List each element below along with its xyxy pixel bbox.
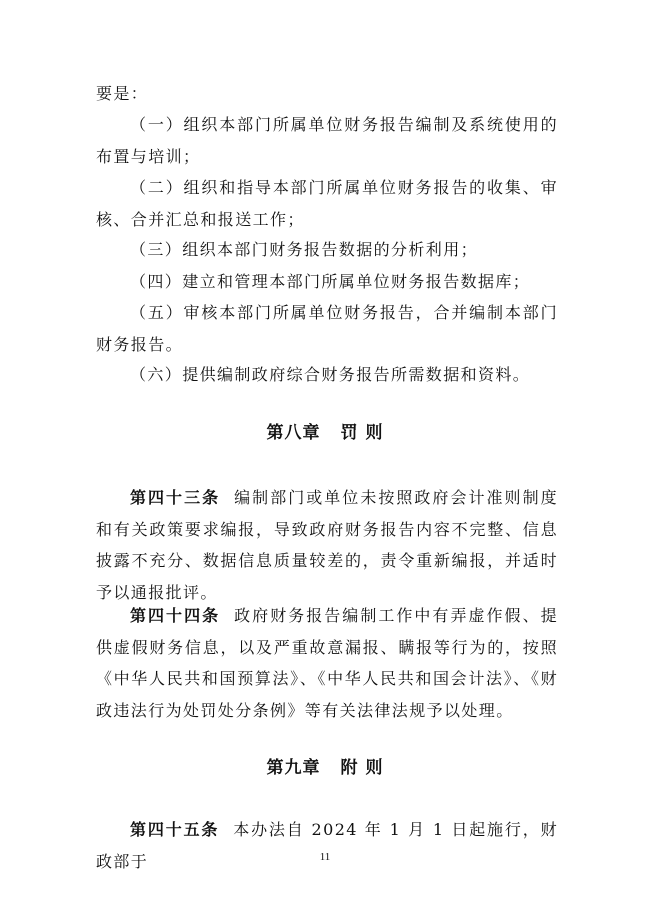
paragraph-intro: 要是： xyxy=(96,84,149,103)
article-label: 第四十四条 xyxy=(130,606,221,625)
article-text: 政府财务报告编制工作中有弄虚作假、提供虚假财务信息，以及严重故意漏报、瞒报等行为的，按照《中华人民共和国预算法》、《中华人民共和国会计法》、《财政违法行为处罚处分条例》等有关法律法规予以处理。 xyxy=(96,606,558,720)
article-text: 本办法自 2024 年 1 月 1 日起施行，财政部于 xyxy=(96,820,558,871)
article-45 xyxy=(96,814,558,877)
chapter-number: 第九章 xyxy=(266,758,321,778)
article-43 xyxy=(96,482,558,608)
list-item-3: （三）组织本部门财务报告数据的分析利用； xyxy=(130,240,479,259)
article-text: 编制部门或单位未按照政府会计准则制度和有关政策要求编报，导致政府财务报告内容不完整、信息披露不充分、数据信息质量较差的，责令重新编报，并适时予以通报批评。 xyxy=(96,488,558,602)
chapter-heading-8 xyxy=(0,418,650,443)
list-item-2: （二）组织和指导本部门所属单位财务报告的收集、审核、合并汇总和报送工作； xyxy=(96,178,558,229)
article-44 xyxy=(96,600,558,726)
page-number: 11 xyxy=(319,851,331,863)
chapter-title: 附 则 xyxy=(340,758,384,778)
list-item-6: （六）提供编制政府综合财务报告所需数据和资料。 xyxy=(130,365,531,384)
chapter-title: 罚 则 xyxy=(340,423,384,443)
article-label: 第四十三条 xyxy=(130,488,221,507)
list-item-4: （四）建立和管理本部门所属单位财务报告数据库； xyxy=(130,272,531,291)
chapter-heading-9 xyxy=(0,753,650,778)
chapter-number: 第八章 xyxy=(266,423,321,443)
list-item-5: （五）审核本部门所属单位财务报告，合并编制本部门财务报告。 xyxy=(96,303,558,354)
article-label: 第四十五条 xyxy=(130,820,220,839)
list-item-1: （一）组织本部门所属单位财务报告编制及系统使用的布置与培训； xyxy=(96,115,558,166)
